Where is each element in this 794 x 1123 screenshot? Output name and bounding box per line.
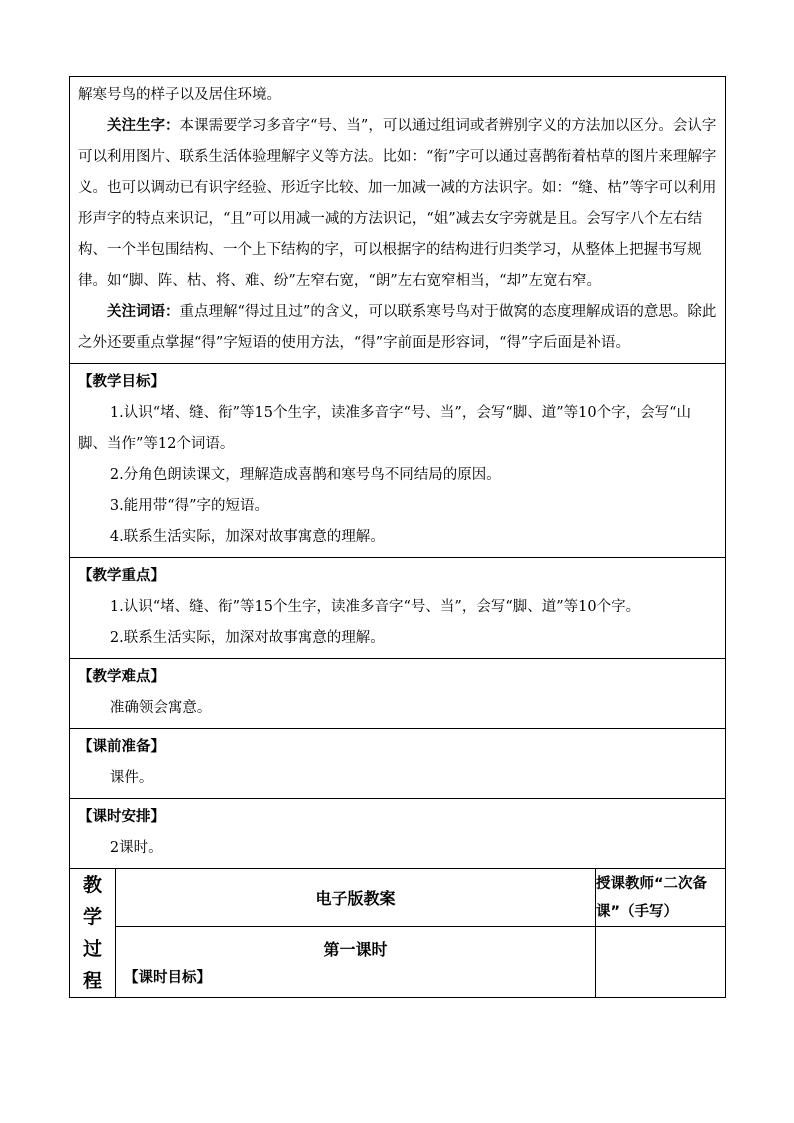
vocabulary-paragraph	[78, 297, 717, 359]
vocabulary-label: 关注词语：	[107, 304, 180, 320]
goals-section	[70, 364, 725, 557]
teacher-note-header: 授课教师“二次备课”（手写）	[596, 869, 726, 927]
new-characters-paragraph	[78, 111, 717, 297]
key-points-row	[70, 558, 726, 659]
schedule-section	[70, 799, 725, 868]
preparation-row	[70, 729, 726, 799]
goal-item: 1.认识“堵、缝、衔”等15个生字，读准多音字“号、当”，会写“脚、道”等10个字，会写“山脚、当作”等12个词语。	[78, 405, 692, 452]
electronic-plan-title: 电子版教案	[116, 869, 596, 927]
lesson-plan-table	[69, 76, 726, 998]
process-vertical-label	[70, 869, 116, 998]
intro-section	[70, 77, 725, 363]
key-point-item: 2.联系生活实际，加深对故事寓意的理解。	[109, 630, 385, 646]
process-label-char: 学	[82, 906, 102, 928]
intro-row	[70, 77, 726, 364]
process-label-char: 程	[82, 970, 102, 992]
goals-heading: 【教学目标】	[78, 374, 165, 390]
process-label-char: 过	[82, 938, 102, 960]
first-lesson-title: 第一课时	[323, 940, 388, 960]
goal-item: 3.能用带“得”字的短语。	[109, 498, 270, 514]
new-characters-label: 关注生字：	[107, 118, 180, 134]
schedule-row	[70, 799, 726, 869]
process-header-row	[70, 869, 726, 927]
lesson-plan-page	[69, 76, 725, 998]
new-characters-text: 本课需要学习多音字“号、当”，可以通过组词或者辨别字义的方法加以区分。会认字可以利用图片、联系生活体验理解字义等方法。比如：“衔”字可以通过喜鹊衔着枯草的图片来理解字义。也可以调动已有识字经验、形近字比较、加一加减一减的方法识字。如：“缝、枯”等字可以利用形声字的特点来识记，“且”可以用减一减的方法识记，“姐”减去女字旁就是且。会写字八个左右结构、一个半包围结构、一个上下结构的字，可以根据字的结构进行归类学习，从整体上把握书写规律。如“脚、阵、枯、将、难、纷”左窄右宽，“朗”左右宽窄相当，“却”左宽右窄。	[78, 118, 717, 289]
vocabulary-text: 重点理解“得过且过”的含义，可以联系寒号鸟对于做窝的态度理解成语的意思。除此之外还要重点掌握“得”字短语的使用方法，“得”字前面是形容词，“得”字后面是补语。	[78, 304, 717, 351]
lesson-goal-heading: 【课时目标】	[124, 970, 211, 987]
goal-item: 2.分角色朗读课文，理解造成喜鹊和寒号鸟不同结局的原因。	[109, 467, 501, 483]
preparation-text: 课件。	[109, 770, 154, 786]
first-lesson-row	[70, 927, 726, 998]
key-points-heading: 【教学重点】	[78, 568, 165, 584]
key-points-section	[70, 558, 725, 658]
difficulty-text: 准确领会寓意。	[109, 700, 212, 716]
first-lesson-cell	[116, 927, 596, 998]
preparation-heading: 【课前准备】	[78, 739, 165, 755]
preparation-section	[70, 729, 725, 798]
goal-item: 4.联系生活实际，加深对故事寓意的理解。	[109, 529, 385, 545]
key-point-item: 1.认识“堵、缝、衔”等15个生字，读准多音字“号、当”，会写“脚、道”等10个字。	[109, 599, 641, 615]
process-label-char: 教	[82, 874, 102, 896]
difficulty-row	[70, 659, 726, 729]
difficulty-heading: 【教学难点】	[78, 669, 165, 685]
schedule-text: 2课时。	[109, 840, 163, 856]
teacher-note-cell	[596, 927, 726, 998]
difficulty-section	[70, 659, 725, 728]
intro-line: 解寒号鸟的样子以及居住环境。	[78, 87, 281, 103]
goals-row	[70, 364, 726, 558]
schedule-heading: 【课时安排】	[78, 809, 165, 825]
